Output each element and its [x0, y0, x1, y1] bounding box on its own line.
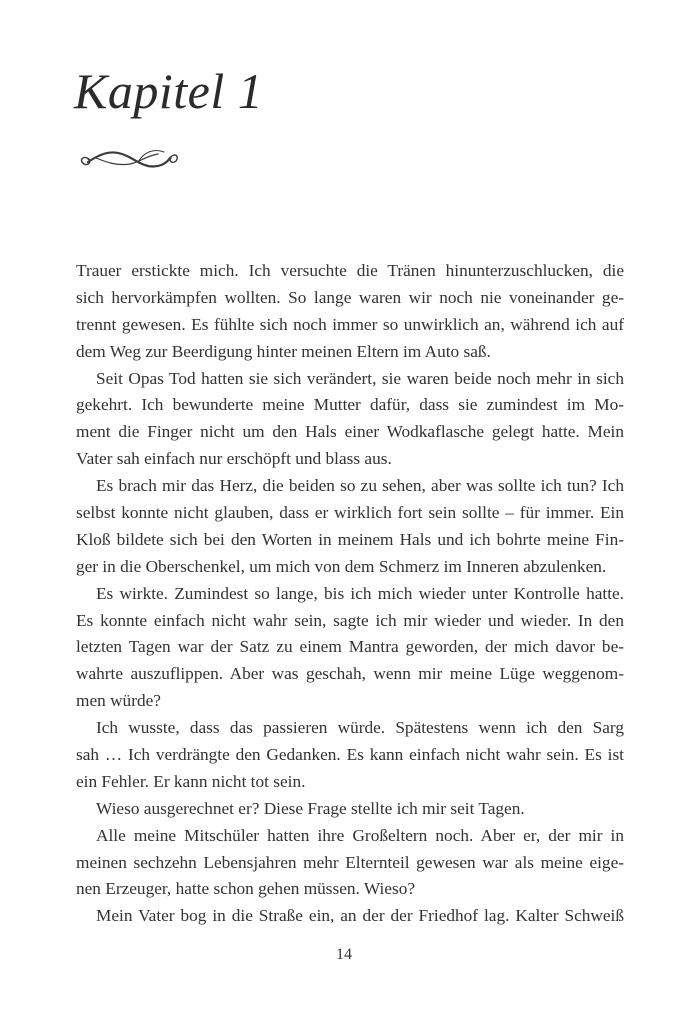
text-line: wahrte auszuflippen. Aber was geschah, wenn mir meine Lüge weggenom-	[76, 664, 624, 684]
text-line: meinen sechzehn Lebensjahren mehr Elternteil gewesen war als meine eige-	[76, 852, 624, 872]
text-line: gekehrt. Ich bewunderte meine Mutter dafür, dass sie zumindest im Mo-	[76, 395, 624, 415]
text-line: letzten Tagen war der Satz zu einem Mantra geworden, der mich davor be-	[76, 637, 624, 657]
text-line: Vater sah einfach nur erschöpft und blass aus.	[76, 449, 392, 469]
paragraph	[76, 823, 624, 904]
paragraph	[76, 473, 624, 581]
text-line: Alle meine Mitschüler hatten ihre Großeltern noch. Aber er, der mir in	[96, 825, 624, 845]
text-line: ger in die Oberschenkel, um mich von dem Schmerz im Inneren abzulenken.	[76, 556, 607, 576]
text-line: trennt gewesen. Es fühlte sich noch immer so unwirklich an, während ich auf	[76, 314, 624, 334]
paragraph	[76, 366, 624, 474]
text-line: dem Weg zur Beerdigung hinter meinen Eltern im Auto saß.	[76, 341, 491, 361]
text-line: Mein Vater bog in die Straße ein, an der der Friedhof lag. Kalter Schweiß	[96, 906, 624, 926]
text-line: Wieso ausgerechnet er? Diese Frage stellte ich mir seit Tagen.	[96, 798, 525, 818]
text-line: Kloß bildete sich bei den Worten in meinem Hals und ich bohrte meine Fin-	[76, 529, 624, 549]
paragraph	[76, 903, 624, 930]
text-line: ment die Finger nicht um den Hals einer Wodkaflasche gelegt hatte. Mein	[76, 422, 624, 442]
text-line: men würde?	[76, 691, 161, 711]
paragraph	[76, 715, 624, 796]
text-line: sah … Ich verdrängte den Gedanken. Es kann einfach nicht wahr sein. Es ist	[76, 745, 624, 765]
paragraph	[76, 796, 624, 823]
text-line: Ich wusste, dass das passieren würde. Spätestens wenn ich den Sarg	[96, 718, 624, 738]
text-line: selbst konnte nicht glauben, dass er wirklich fort sein sollte – für immer. Ein	[76, 503, 624, 523]
text-line: nen Erzeuger, hatte schon gehen müssen. Wieso?	[76, 879, 416, 899]
text-line: Es brach mir das Herz, die beiden so zu sehen, aber was sollte ich tun? Ich	[96, 476, 624, 496]
text-line: Trauer erstickte mich. Ich versuchte die Tränen hinunterzuschlucken, die	[76, 261, 624, 280]
text-line: Seit Opas Tod hatten sie sich verändert, sie waren beide noch mehr in sich	[96, 368, 624, 388]
chapter-title: Kapitel 1	[74, 63, 264, 119]
flourish-ornament-icon	[76, 140, 182, 180]
chapter-body-text	[76, 258, 624, 930]
paragraph	[76, 581, 624, 715]
text-line: ein Fehler. Er kann nicht tot sein.	[76, 771, 306, 791]
text-line: sich hervorkämpfen wollten. So lange waren wir noch nie voneinander ge-	[76, 287, 624, 307]
page-number: 14	[336, 946, 352, 963]
paragraph	[76, 258, 624, 366]
text-line: Es wirkte. Zumindest so lange, bis ich mich wieder unter Kontrolle hatte.	[96, 583, 624, 603]
text-line: Es konnte einfach nicht wahr sein, sagte ich mir wieder und wieder. In den	[76, 610, 624, 630]
